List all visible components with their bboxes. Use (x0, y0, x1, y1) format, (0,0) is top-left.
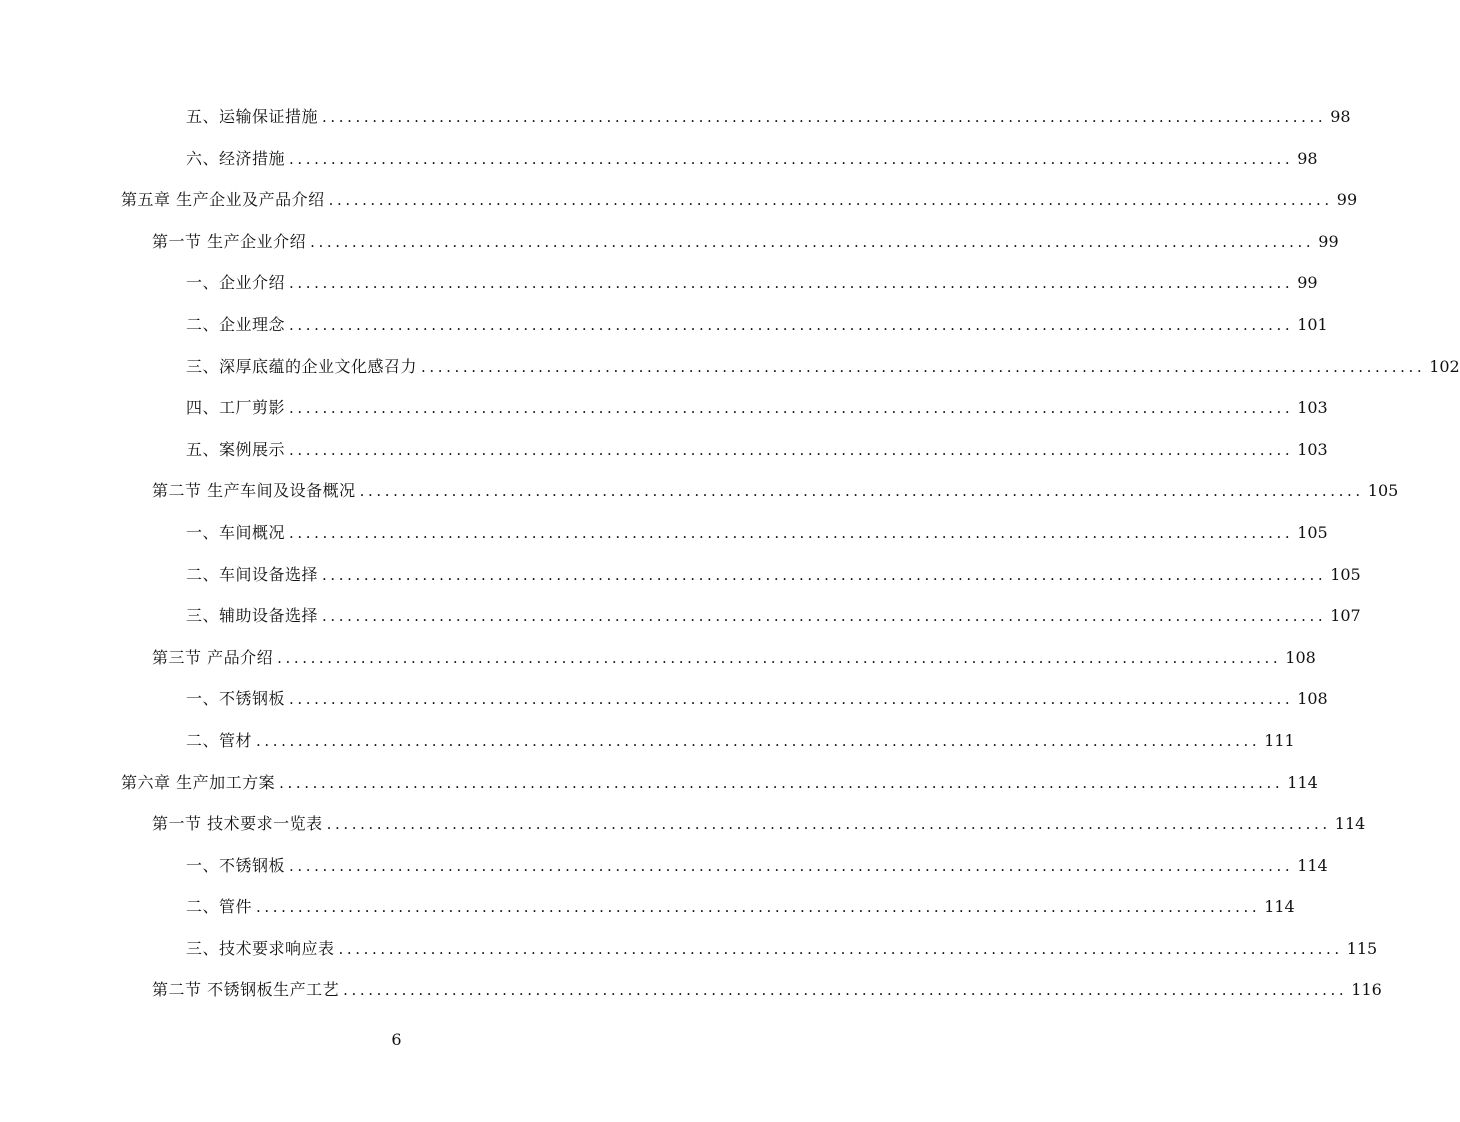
toc-entry-title: 五、运输保证措施 (186, 107, 319, 126)
toc-entry-page: 108 (1297, 689, 1328, 709)
toc-leader-dots: ........................................................................................................................ (289, 523, 1294, 542)
toc-entry[interactable] (0, 221, 1339, 263)
toc-entry-title: 一、不锈钢板 (186, 689, 286, 709)
toc-leader-dots: ........................................................................................................................ (338, 939, 1343, 958)
toc-entry[interactable] (0, 928, 1378, 970)
toc-leader-dots: ........................................................................................................................ (326, 815, 1331, 834)
toc-leader-dots: ........................................................................................................................ (359, 482, 1364, 501)
toc-entry-page: 98 (1297, 148, 1318, 168)
toc-entry[interactable] (0, 304, 1328, 346)
toc-leader-dots: ........................................................................................................................ (289, 856, 1294, 875)
toc-entry-title: 二、车间设备选择 (186, 564, 319, 584)
toc-entry-page: 107 (1330, 606, 1361, 626)
toc-entry-page: 98 (1330, 107, 1351, 126)
toc-entry[interactable] (0, 346, 1460, 388)
toc-entry-title: 第二节 生产车间及设备概况 (152, 481, 356, 501)
toc-entry[interactable] (0, 96, 1351, 138)
toc-entry-page: 115 (1346, 938, 1378, 958)
toc-entry-page: 108 (1285, 647, 1316, 667)
toc-leader-dots: ........................................................................................................................ (256, 898, 1261, 917)
toc-leader-dots: ........................................................................................................................ (289, 440, 1294, 459)
toc-entry-title: 第一节 技术要求一览表 (152, 814, 323, 834)
toc-entry[interactable] (0, 845, 1328, 887)
toc-leader-dots: ........................................................................................................................ (322, 108, 1327, 126)
toc-entry[interactable] (0, 637, 1316, 679)
toc-entry[interactable] (0, 429, 1328, 471)
toc-leader-dots: ........................................................................................................................ (328, 191, 1333, 210)
toc-entry-page: 114 (1297, 855, 1328, 875)
toc-entry-page: 114 (1334, 814, 1366, 834)
toc-entry-page: 101 (1297, 314, 1328, 334)
toc-entry-title: 一、不锈钢板 (186, 855, 286, 875)
toc-entry-title: 第五章 生产企业及产品介绍 (121, 190, 325, 210)
toc-entry-title: 三、技术要求响应表 (186, 938, 335, 958)
toc-entry-page: 114 (1287, 772, 1318, 792)
toc-leader-dots: ........................................................................................................................ (277, 648, 1282, 667)
toc-leader-dots: ........................................................................................................................ (256, 731, 1261, 750)
toc-entry-title: 第六章 生产加工方案 (121, 772, 276, 792)
toc-leader-dots: ........................................................................................................................ (279, 773, 1284, 792)
toc-entry[interactable] (0, 595, 1361, 637)
toc-leader-dots: ........................................................................................................................ (289, 315, 1294, 334)
toc-leader-dots: ........................................................................................................................ (322, 607, 1327, 626)
toc-leader-dots: ........................................................................................................................ (289, 149, 1294, 168)
toc-leader-dots: ........................................................................................................................ (343, 981, 1348, 1000)
toc-leader-dots: ........................................................................................................................ (289, 690, 1294, 709)
toc-entry[interactable] (0, 262, 1318, 304)
toc-entry[interactable] (0, 554, 1361, 596)
toc-leader-dots: ........................................................................................................................ (289, 274, 1294, 293)
toc-entry-page: 103 (1297, 398, 1328, 418)
toc-entry-title: 四、工厂剪影 (186, 398, 286, 418)
toc-entry-title: 一、车间概况 (186, 522, 286, 542)
toc-entry[interactable] (0, 762, 1318, 804)
toc-entry-title: 三、辅助设备选择 (186, 606, 319, 626)
toc-leader-dots: ........................................................................................................................ (421, 357, 1426, 376)
toc-entry[interactable] (0, 803, 1366, 845)
toc-entry-page: 99 (1297, 273, 1318, 293)
toc-entry[interactable] (0, 138, 1318, 180)
toc-entry-page: 103 (1297, 439, 1328, 459)
toc-leader-dots: ........................................................................................................................ (289, 399, 1294, 418)
toc-entry-page: 116 (1351, 980, 1382, 1000)
page-number: 6 (391, 1030, 402, 1049)
toc-entry-title: 第一节 生产企业介绍 (152, 231, 307, 251)
toc-entry-page: 105 (1367, 481, 1399, 501)
toc-entry-page: 102 (1429, 356, 1460, 376)
toc-entry[interactable] (0, 512, 1328, 554)
toc-entry[interactable] (0, 179, 1358, 221)
toc-entry-page: 111 (1264, 730, 1295, 750)
toc-entry-title: 一、企业介绍 (186, 273, 286, 293)
toc-leader-dots: ........................................................................................................................ (310, 232, 1315, 251)
toc-entry-title: 二、企业理念 (186, 314, 286, 334)
toc-entry-title: 第二节 不锈钢板生产工艺 (152, 980, 340, 1000)
toc-entry-title: 六、经济措施 (186, 148, 286, 168)
toc-entry-page: 114 (1264, 897, 1295, 917)
toc-entry-page: 99 (1336, 190, 1358, 210)
toc-entry-page: 99 (1318, 231, 1339, 251)
table-of-contents (0, 96, 1460, 1011)
toc-entry-title: 三、深厚底蕴的企业文化感召力 (186, 356, 418, 376)
toc-entry[interactable] (0, 678, 1328, 720)
toc-entry[interactable] (0, 387, 1328, 429)
toc-entry[interactable] (0, 470, 1399, 512)
toc-entry[interactable] (0, 886, 1295, 928)
toc-entry-title: 五、案例展示 (186, 439, 286, 459)
toc-entry-page: 105 (1297, 522, 1328, 542)
toc-entry[interactable] (0, 969, 1382, 1011)
toc-leader-dots: ........................................................................................................................ (322, 565, 1327, 584)
toc-entry-title: 第三节 产品介绍 (152, 647, 274, 667)
toc-entry-title: 二、管材 (186, 730, 253, 750)
toc-entry-title: 二、管件 (186, 897, 253, 917)
toc-entry-page: 105 (1330, 564, 1361, 584)
toc-entry[interactable] (0, 720, 1295, 762)
